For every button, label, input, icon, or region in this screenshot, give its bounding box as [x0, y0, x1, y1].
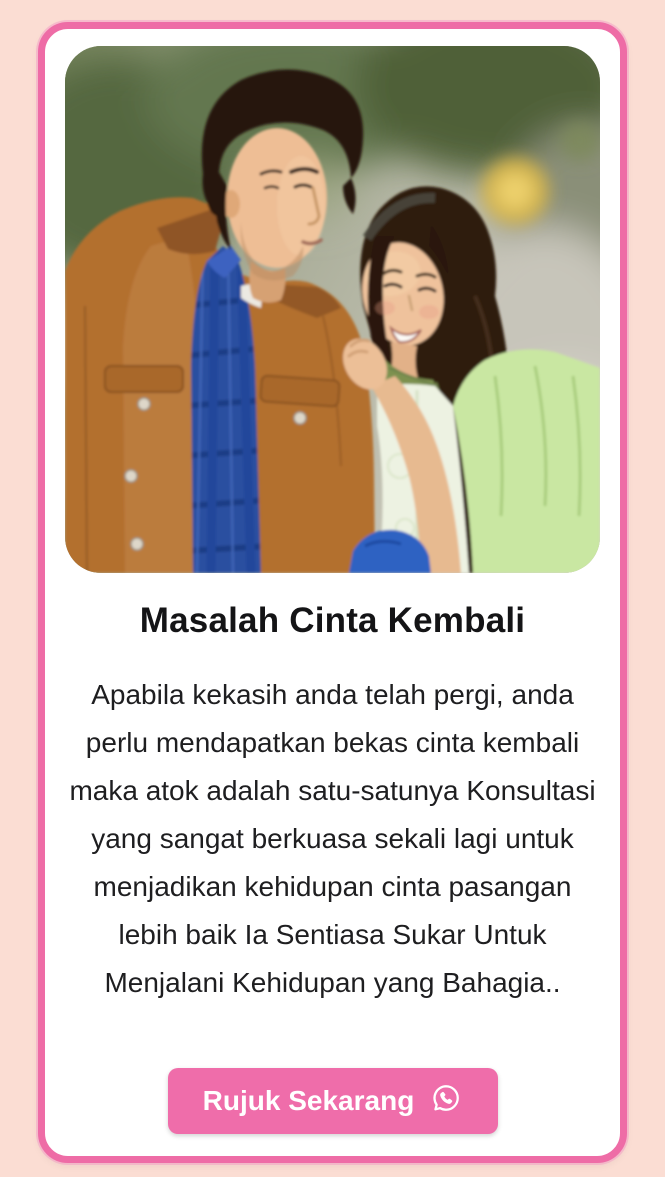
whatsapp-cta-button[interactable]: [168, 1068, 498, 1134]
description-text: Apabila kekasih anda telah pergi, anda perlu mendapatkan bekas cinta kembali maka atok adalah satu-satunya Konsultasi yang sangat berkuasa sekali lagi untuk menjadikan kehidupan cinta pasangan lebih baik Ia Sentiasa Sukar Untuk Menjalani Kehidupan yang Bahagia..: [69, 679, 596, 998]
whatsapp-icon: [430, 1082, 462, 1121]
offer-card: [38, 22, 627, 1163]
cta-label: Rujuk Sekarang: [202, 1085, 415, 1116]
couple-photo: [65, 46, 600, 573]
page-title: Masalah Cinta Kembali: [139, 601, 526, 640]
